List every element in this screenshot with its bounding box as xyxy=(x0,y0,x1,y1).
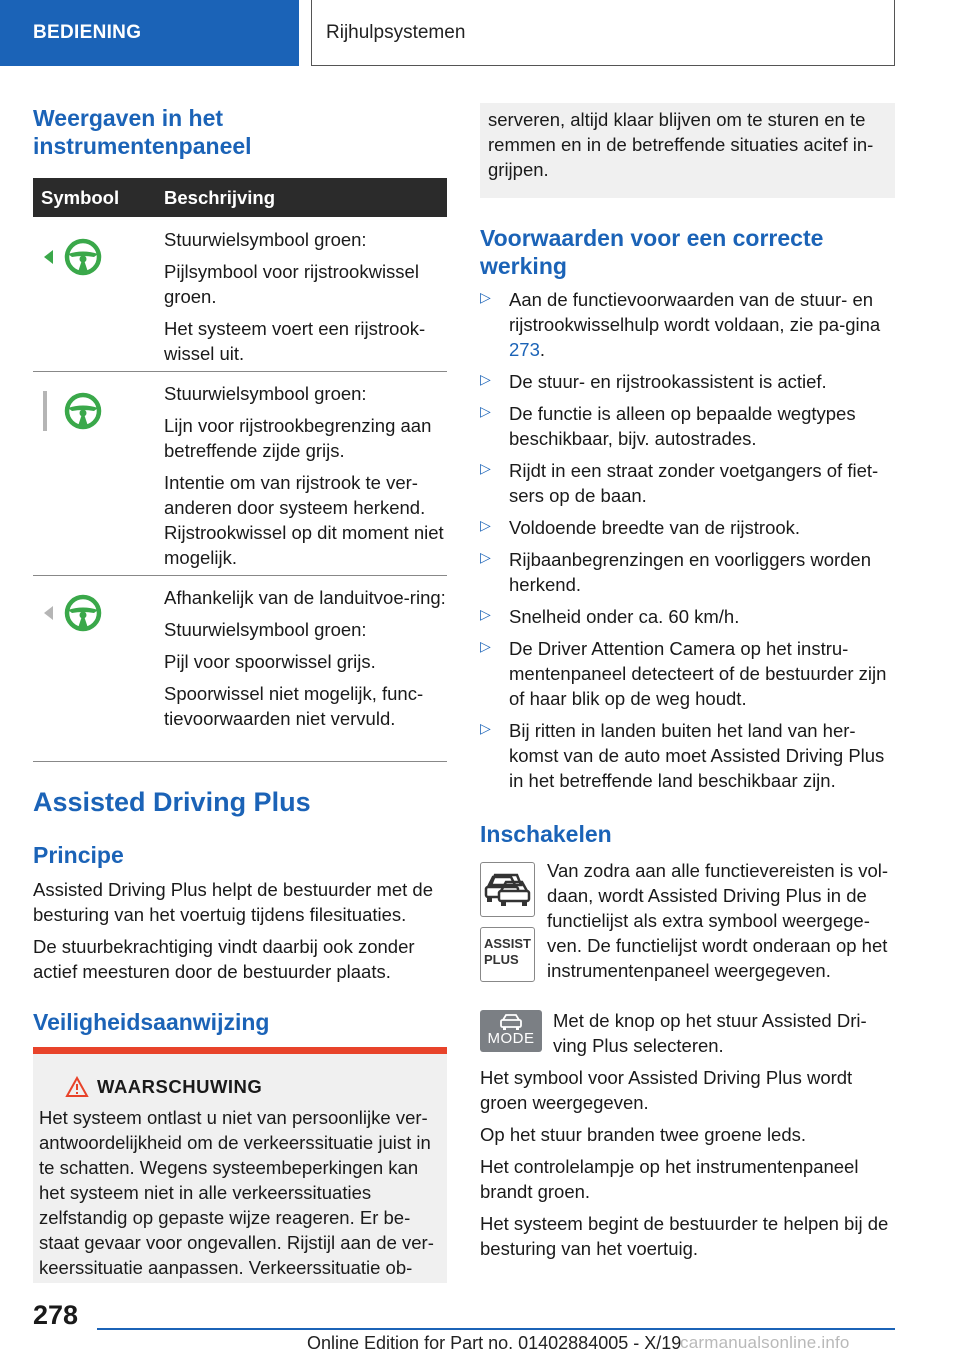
list-item-text: Snelheid onder ca. 60 km/h. xyxy=(509,606,740,627)
list-item-text: Rijdt in een straat zonder voetgangers of fiet-sers op de baan. xyxy=(509,460,879,506)
list-item xyxy=(480,718,895,793)
switch-on-paragraph: Van zodra aan alle functievereisten is vol-daan, wordt Assisted Driving Plus in de functielijst als extra symbool weergege-ven. De functielijst wordt onderaan op het instrumentenpaneel weergegeven. xyxy=(547,860,889,981)
table-text: Pijlsymbool voor rijstrookwissel groen. xyxy=(164,261,419,307)
list-item-text: . xyxy=(539,339,546,360)
list-item-text: Bij ritten in landen buiten het land van her-komst van de auto moet Assisted Driving Plus in het betreffende land beschikbaar zijn. xyxy=(509,720,885,791)
list-item-text: Aan de functievoorwaarden van de stuur- en rijstrookwisselhulp wordt voldaan, zie pa-gina xyxy=(509,289,881,335)
list-item xyxy=(480,369,895,394)
mode-button-icon xyxy=(480,1010,542,1052)
table-text: Afhankelijk van de landuitvoe-ring: xyxy=(164,587,446,608)
requirements-list xyxy=(480,287,895,800)
list-item xyxy=(480,604,895,629)
watermark: carmanualsonline.info xyxy=(680,1333,850,1352)
symbol-table-header xyxy=(33,178,447,217)
section-label: BEDIENING xyxy=(0,0,299,66)
list-item xyxy=(480,636,895,711)
switch-on-paragraph: Het systeem begint de bestuurder te helpen bij de besturing van het voertuig. xyxy=(480,1213,889,1259)
list-item-text: Rijbaanbegrenzingen en voorliggers worden herkend. xyxy=(509,549,872,595)
triangle-bullet-icon: ▷ xyxy=(480,606,491,622)
table-row xyxy=(33,217,447,372)
assist-plus-icon xyxy=(480,927,535,982)
list-item-text: Voldoende breedte van de rijstrook. xyxy=(509,517,801,538)
triangle-bullet-icon: ▷ xyxy=(480,720,491,736)
list-item-text: De stuur- en rijstrookassistent is actief. xyxy=(509,371,827,392)
assist-icon-text: ASSIST xyxy=(484,936,531,951)
display-heading: Weergaven in het instrumentenpaneel xyxy=(33,105,252,159)
list-item xyxy=(480,287,895,362)
page-header xyxy=(0,0,960,66)
triangle-bullet-icon: ▷ xyxy=(480,638,491,654)
principle-paragraph: Assisted Driving Plus helpt de bestuurder met de besturing van het voertuig tijdens filesituaties. xyxy=(33,879,434,925)
table-row xyxy=(33,575,447,762)
switch-on-paragraph: Met de knop op het stuur Assisted Dri-ving Plus selecteren. xyxy=(553,1010,867,1056)
triangle-bullet-icon: ▷ xyxy=(480,517,491,533)
triangle-bullet-icon: ▷ xyxy=(480,549,491,565)
warning-text: Het systeem ontlast u niet van persoonlijke ver-antwoordelijkheid om de verkeerssituatie juist in te schatten. Wegens systeembeperkingen kan het systeem niet in alle verkeerssituaties zelfstandig op gepaste wijze reageren. Er be-staat gevaar voor ongevallen. Rijstijl aan de ver-keerssituatie aanpassen. Verkeerssituatie ob- xyxy=(39,1107,434,1278)
warning-box xyxy=(33,1047,447,1283)
triangle-bullet-icon: ▷ xyxy=(480,460,491,476)
page-link[interactable]: 273 xyxy=(509,339,540,360)
table-text: Stuurwielsymbool groen: xyxy=(164,229,367,250)
triangle-bullet-icon: ▷ xyxy=(480,371,491,387)
switch-on-heading: Inschakelen xyxy=(480,821,612,847)
triangle-bullet-icon: ▷ xyxy=(480,289,491,305)
warning-triangle-icon xyxy=(65,1076,89,1098)
list-item xyxy=(480,547,895,597)
table-text: Stuurwielsymbool groen: xyxy=(164,619,367,640)
table-text: Stuurwielsymbool groen: xyxy=(164,383,367,404)
warning-continuation-box xyxy=(480,103,895,198)
mode-label: MODE xyxy=(487,1030,535,1047)
switch-on-paragraph: Het controlelampje op het instrumentenpaneel brandt groen. xyxy=(480,1156,859,1202)
chapter-label: Rijhulpsystemen xyxy=(311,0,895,66)
list-item xyxy=(480,458,895,508)
warning-title: WAARSCHUWING xyxy=(97,1076,263,1097)
requirements-heading: Voorwaarden voor een correcte werking xyxy=(480,225,824,279)
footer-divider xyxy=(97,1328,895,1330)
principle-paragraph: De stuurbekrachtiging vindt daarbij ook zonder actief meesturen door de bestuurder plaats. xyxy=(33,936,415,982)
principle-heading: Principe xyxy=(33,842,124,868)
switch-on-paragraph: Op het stuur branden twee groene leds. xyxy=(480,1124,807,1145)
list-item xyxy=(480,401,895,451)
list-item xyxy=(480,515,895,540)
switch-on-paragraph: Het symbool voor Assisted Driving Plus wordt groen weergegeven. xyxy=(480,1067,853,1113)
col-symbol: Symbool xyxy=(41,187,120,208)
col-description: Beschrijving xyxy=(164,187,276,208)
safety-heading: Veiligheidsaanwijzing xyxy=(33,1009,270,1035)
list-item-text: De functie is alleen op bepaalde wegtypes beschikbaar, bijv. autostrades. xyxy=(509,403,856,449)
traffic-jam-cars-icon xyxy=(480,862,535,917)
assist-icon-text: PLUS xyxy=(484,952,519,967)
triangle-bullet-icon: ▷ xyxy=(480,403,491,419)
table-text: Intentie om van rijstrook te ver-anderen door systeem herkend. Rijstrookwissel op dit moment niet mogelijk. xyxy=(164,472,444,568)
page-number: 278 xyxy=(33,1300,79,1330)
table-row xyxy=(33,371,447,576)
table-text: Het systeem voert een rijstrook-wissel uit. xyxy=(164,318,426,364)
edition-text: Online Edition for Part no. 01402884005 - X/19 xyxy=(307,1333,682,1353)
warning-continuation-text: serveren, altijd klaar blijven om te sturen en te remmen en in de betreffende situaties acitef in-grijpen. xyxy=(488,109,874,180)
table-text: Lijn voor rijstrookbegrenzing aan betreffende zijde grijs. xyxy=(164,415,432,461)
table-text: Pijl voor spoorwissel grijs. xyxy=(164,651,376,672)
main-heading: Assisted Driving Plus xyxy=(33,787,311,817)
table-text: Spoorwissel niet mogelijk, func-tievoorwaarden niet vervuld. xyxy=(164,683,424,729)
list-item-text: De Driver Attention Camera op het instru-mentenpaneel detecteert of de bestuurder zijn of haar blik op de weg houdt. xyxy=(509,638,887,709)
